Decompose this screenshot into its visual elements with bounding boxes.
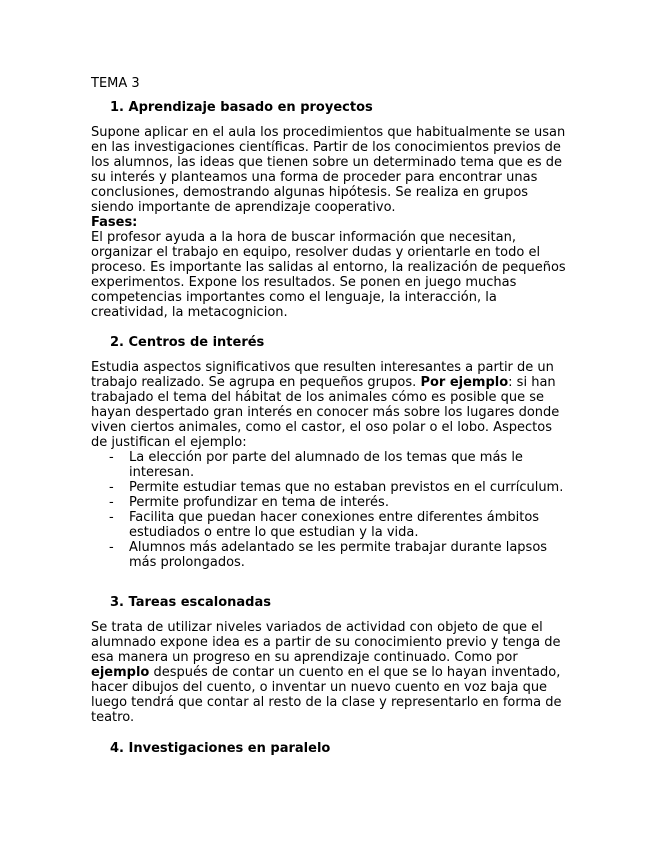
section-2-text: [91, 360, 569, 450]
section-2-body: [91, 360, 569, 570]
section-3-text-a: Se trata de utilizar niveles variados de actividad con objeto de que el alumnado expone idea es a partir de su conocimiento previo y tenga de esa manera un progreso en su aprendizaje continuado. Como por: [91, 620, 561, 665]
fases-text: El profesor ayuda a la hora de buscar información que necesitan, organizar el trabajo en equipo, resolver dudas y orientarle en todo el proceso. Es importante las salidas al entorno, la realización de pequeños experimentos. Expone los resultados. Se ponen en juego muchas competencias importantes como el lenguaje, la interacción, la creatividad, la metacognicion.: [91, 230, 566, 320]
list-item: - Alumnos más adelantado se les permite trabajar durante lapsos más prolongados.: [91, 540, 569, 570]
section-2-text-a: Estudia aspectos significativos que resulten interesantes a partir de un trabajo realizado. Se agrupa en pequeños grupos.: [91, 360, 554, 390]
section-1-body: [91, 125, 569, 320]
section-3-text-b: después de contar un cuento en el que se lo hayan inventado, hacer dibujos del cuento, o inventar un nuevo cuento en voz baja que luego tendrá que contar al resto de la clase y representarlo en forma de teatro.: [91, 665, 562, 725]
list-item: - Permite profundizar en tema de interés.: [91, 495, 569, 510]
section-3-text: [91, 620, 569, 725]
section-1-title: 1. Aprendizaje basado en proyectos: [110, 100, 373, 115]
section-4-title: 4. Investigaciones en paralelo: [110, 741, 331, 756]
section-2-example-label: Por ejemplo: [420, 375, 509, 390]
section-2-text-b: : si han trabajado el tema del hábitat de los animales cómo es posible que se hayan despertado gran interés en conocer más sobre los lugares donde viven ciertos animales, como el castor, el oso polar o el lobo. Aspectos de justifican el ejemplo:: [91, 375, 560, 450]
list-item: - Permite estudiar temas que no estaban previstos en el currículum.: [91, 480, 569, 495]
section-1-intro: Supone aplicar en el aula los procedimientos que habitualmente se usan en las investigaciones científicas. Partir de los conocimientos previos de los alumnos, las ideas que tienen sobre un determinado tema que es de su interés y planteamos una forma de proceder para encontrar unas conclusiones, demostrando algunas hipótesis. Se realiza en grupos siendo importante de aprendizaje cooperativo.: [91, 125, 566, 215]
section-3-example-label: ejemplo: [91, 665, 150, 680]
fases-label: Fases:: [91, 215, 138, 230]
justification-list: [91, 450, 569, 570]
section-2-title: 2. Centros de interés: [110, 335, 265, 350]
section-3-body: [91, 620, 569, 725]
list-item: - Facilita que puedan hacer conexiones entre diferentes ámbitos estudiados o entre lo que estudian y la vida.: [91, 510, 569, 540]
section-3-title: 3. Tareas escalonadas: [110, 595, 272, 610]
list-item: - La elección por parte del alumnado de los temas que más le interesan.: [91, 450, 569, 480]
document-title: TEMA 3: [91, 76, 140, 91]
